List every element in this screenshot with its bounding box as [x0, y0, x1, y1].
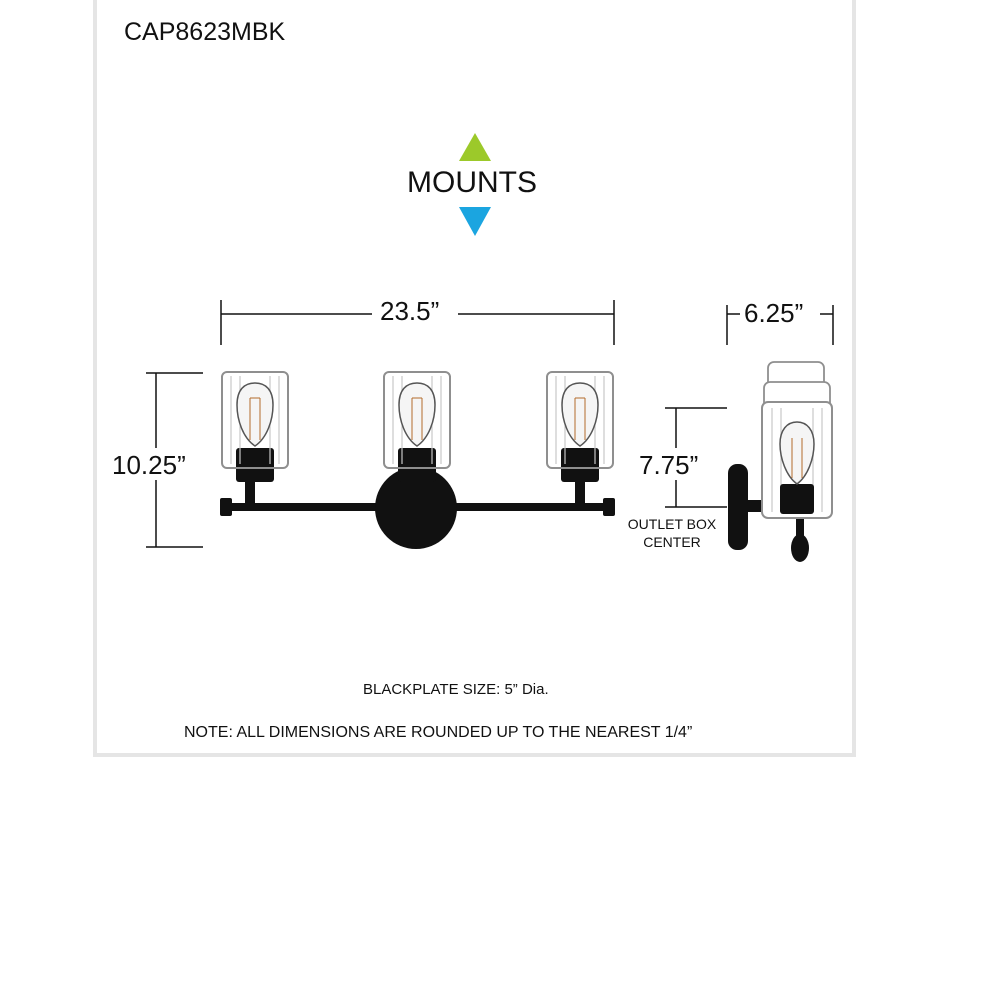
- mount-up-arrow-icon: [459, 133, 491, 161]
- model-number: CAP8623MBK: [124, 18, 286, 46]
- outlet-box-center-label: OUTLET BOX CENTER: [627, 516, 717, 550]
- width-dimension: 23.5”: [380, 296, 440, 326]
- bulb-center: [399, 383, 435, 446]
- side-arm-knob: [791, 534, 809, 562]
- rounding-note: NOTE: ALL DIMENSIONS ARE ROUNDED UP TO THE NEAREST 1/4”: [184, 724, 693, 741]
- side-view-fixture: [728, 362, 832, 562]
- arm-end-left: [220, 498, 232, 516]
- depth-dimension: 6.25”: [744, 298, 804, 328]
- mount-down-arrow-icon: [459, 207, 491, 236]
- backplate-size-note: BLACKPLATE SIZE: 5” Dia.: [363, 681, 549, 698]
- outlet-height-dimension: 7.75”: [639, 450, 699, 480]
- bulb-left: [237, 383, 273, 446]
- front-view-fixture: [220, 372, 615, 549]
- mounts-label: MOUNTS: [407, 166, 537, 199]
- shade-right: [547, 372, 613, 504]
- bulb-right: [562, 383, 598, 446]
- shade-left: [222, 372, 288, 504]
- side-backplate: [728, 464, 748, 550]
- height-dimension: 10.25”: [112, 450, 186, 480]
- arm-end-right: [603, 498, 615, 516]
